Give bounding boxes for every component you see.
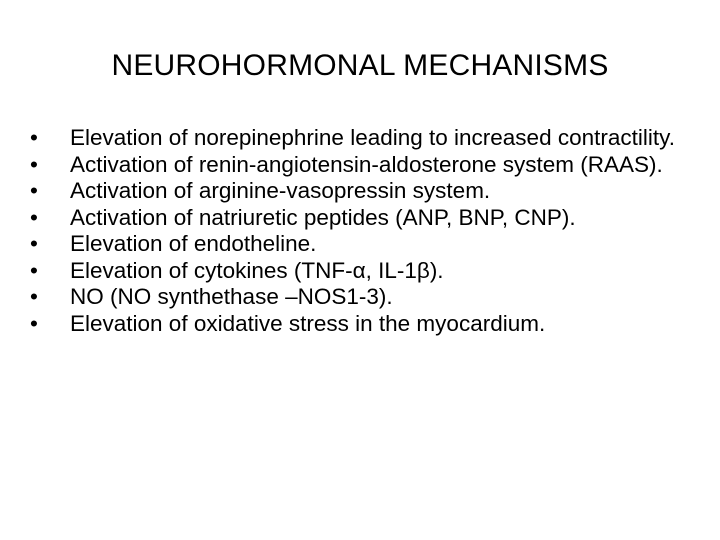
- list-item-text: NO (NO synthethase –NOS1-3).: [70, 284, 393, 309]
- list-item: [30, 178, 690, 205]
- bullet-icon: •: [30, 310, 38, 336]
- bullet-icon: •: [30, 125, 38, 150]
- bullet-icon: •: [30, 178, 38, 203]
- list-item-text: Activation of arginine-vasopressin system.: [70, 178, 491, 203]
- bullet-icon: •: [30, 151, 38, 177]
- bullet-icon: •: [30, 204, 38, 230]
- list-item: [30, 205, 690, 232]
- list-item: [30, 284, 690, 311]
- list-item-text: Elevation of norepinephrine leading to increased contractility.: [70, 125, 675, 150]
- bullet-icon: •: [30, 231, 38, 256]
- list-item: [30, 258, 690, 285]
- list-item: [30, 125, 690, 152]
- bullet-list: [30, 125, 690, 337]
- slide-title: NEUROHORMONAL MECHANISMS: [111, 49, 609, 82]
- list-item: [30, 152, 690, 179]
- list-item-text: Activation of natriuretic peptides (ANP, BNP, CNP).: [70, 204, 576, 230]
- list-item-text: Elevation of endotheline.: [70, 231, 317, 256]
- list-item-text: Elevation of cytokines (TNF-α, IL-1β).: [70, 257, 444, 283]
- list-item-text: Activation of renin-angiotensin-aldosterone system (RAAS).: [70, 151, 663, 177]
- list-item-text: Elevation of oxidative stress in the myocardium.: [70, 310, 546, 336]
- bullet-icon: •: [30, 257, 38, 283]
- list-item: [30, 311, 690, 338]
- bullet-icon: •: [30, 284, 38, 309]
- list-item: [30, 231, 690, 258]
